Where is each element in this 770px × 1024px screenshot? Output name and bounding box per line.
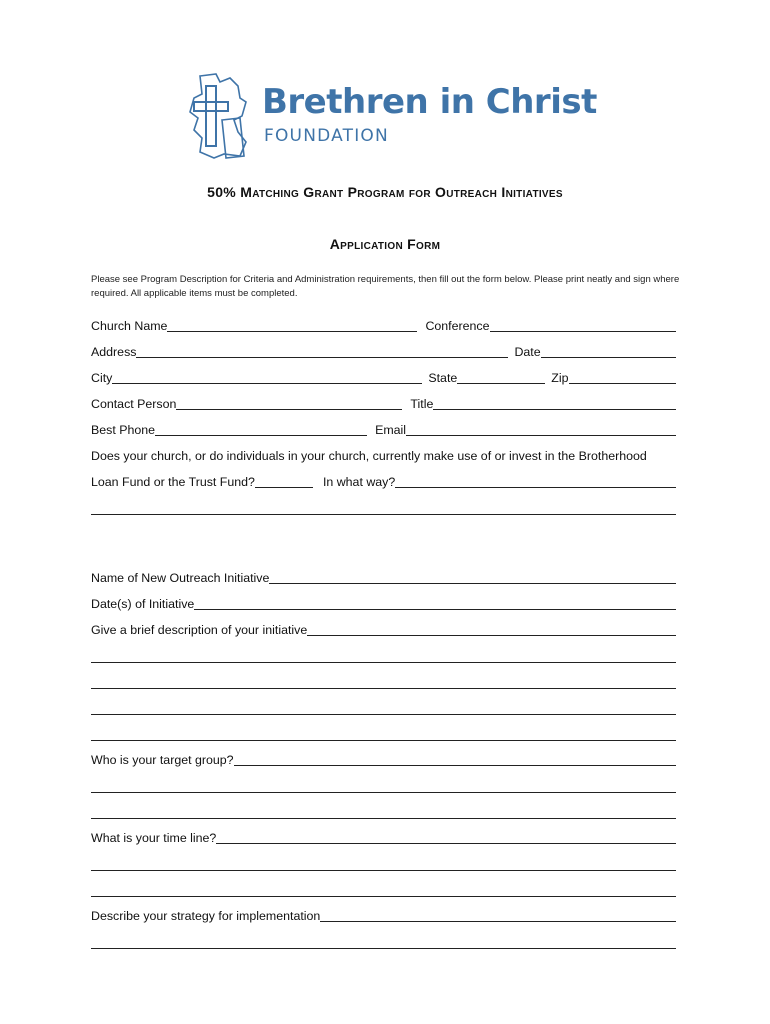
initiative-name-label: Name of New Outreach Initiative — [91, 571, 270, 585]
row-description — [91, 622, 676, 638]
in-what-way-field[interactable] — [395, 476, 676, 488]
row-phone-email — [91, 422, 676, 438]
description-line-2[interactable] — [91, 662, 676, 663]
strategy-field[interactable] — [320, 910, 676, 922]
city-label: City — [91, 371, 113, 385]
row-city-state-zip — [91, 370, 676, 386]
initiative-dates-field[interactable] — [194, 598, 676, 610]
date-field[interactable] — [541, 346, 676, 358]
instructions: Please see Program Description for Criteria and Administration requirements, then fill out the form below. Please print neatly and sign where required. All applicable items must be completed. — [91, 274, 680, 299]
state-label: State — [428, 371, 458, 385]
conference-label: Conference — [425, 319, 490, 333]
church-name-label: Church Name — [91, 319, 168, 333]
row-target-group — [91, 752, 676, 768]
best-phone-label: Best Phone — [91, 423, 156, 437]
date-label: Date — [514, 345, 541, 359]
row-time-line — [91, 830, 676, 846]
initiative-name-field[interactable] — [269, 572, 676, 584]
row-initiative-dates — [91, 596, 676, 612]
row-address-date — [91, 344, 676, 360]
zip-label: Zip — [551, 371, 569, 385]
best-phone-field[interactable] — [155, 424, 367, 436]
question-line-2 — [91, 474, 676, 490]
church-name-field[interactable] — [167, 320, 417, 332]
form-title: 50% Matching Grant Program for Outreach Initiatives — [207, 184, 563, 200]
in-what-way-line-2[interactable] — [91, 514, 676, 515]
form-subtitle: Application Form — [329, 236, 441, 252]
time-line-line-3[interactable] — [91, 896, 676, 897]
description-field[interactable] — [307, 624, 676, 636]
target-group-line-3[interactable] — [91, 818, 676, 819]
row-contact-title — [91, 396, 676, 412]
strategy-line-2[interactable] — [91, 948, 676, 949]
description-line-3[interactable] — [91, 688, 676, 689]
conference-field[interactable] — [490, 320, 677, 332]
foundation-logo — [186, 72, 597, 160]
time-line-label: What is your time line? — [91, 831, 217, 845]
row-strategy — [91, 908, 676, 924]
org-subtitle: FOUNDATION — [264, 126, 389, 146]
row-initiative-name — [91, 570, 676, 586]
address-label: Address — [91, 345, 137, 359]
contact-person-field[interactable] — [176, 398, 402, 410]
in-what-way-label: In what way? — [322, 475, 396, 489]
city-field[interactable] — [112, 372, 422, 384]
org-name: Brethren in Christ — [262, 82, 597, 122]
question-text: Does your church, or do individuals in your church, currently make use of or invest in the Brotherhood — [91, 449, 647, 463]
contact-person-label: Contact Person — [91, 397, 177, 411]
description-label: Give a brief description of your initiative — [91, 623, 308, 637]
strategy-label: Describe your strategy for implementation — [91, 909, 321, 923]
email-label: Email — [375, 423, 407, 437]
time-line-field[interactable] — [216, 832, 676, 844]
title-label: Title — [410, 397, 434, 411]
state-field[interactable] — [457, 372, 545, 384]
target-group-label: Who is your target group? — [91, 753, 234, 767]
time-line-line-2[interactable] — [91, 870, 676, 871]
address-field[interactable] — [136, 346, 508, 358]
initiative-dates-label: Date(s) of Initiative — [91, 597, 195, 611]
title-field[interactable] — [433, 398, 676, 410]
row-church-conference — [91, 318, 676, 334]
email-field[interactable] — [406, 424, 676, 436]
zip-field[interactable] — [569, 372, 677, 384]
target-group-line-2[interactable] — [91, 792, 676, 793]
description-line-5[interactable] — [91, 740, 676, 741]
question-line-1 — [91, 448, 676, 464]
loan-fund-field[interactable] — [255, 476, 313, 488]
description-line-4[interactable] — [91, 714, 676, 715]
loan-fund-label: Loan Fund or the Trust Fund? — [91, 475, 255, 489]
cross-logo-icon — [186, 72, 256, 160]
target-group-field[interactable] — [234, 754, 676, 766]
